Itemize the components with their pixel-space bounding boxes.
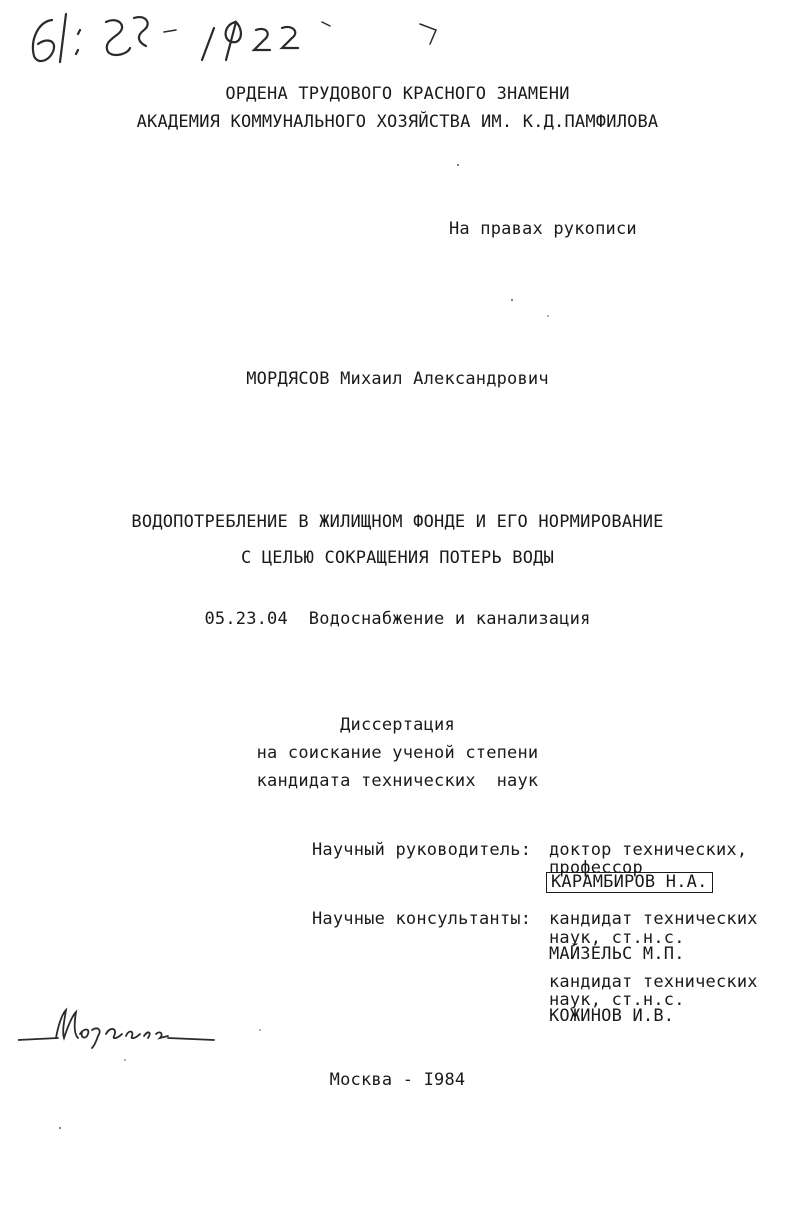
dissertation-line-1: Диссертация	[340, 715, 455, 735]
dissertation-line-2: на соискание ученой степени	[256, 743, 539, 763]
consultant-1-name: МАЙЗЕЛЬС М.П.	[549, 944, 685, 964]
consultant-2-degree-1: кандидат технических	[549, 972, 758, 992]
organization-line-2: АКАДЕМИЯ КОММУНАЛЬНОГО ХОЗЯЙСТВА ИМ. К.Д.ПАМФИЛОВА	[136, 112, 659, 132]
consultant-2-degree-2: наук, ст.н.с.	[549, 990, 685, 1010]
consultant-1-degree-2: наук, ст.н.с.	[549, 928, 685, 948]
supervisor-degree-1: доктор технических,	[549, 840, 748, 860]
consultants-label: Научные консультанты:	[312, 909, 532, 929]
dissertation-line-3: кандидата технических наук	[256, 771, 539, 791]
specialty: 05.23.04 Водоснабжение и канализация	[204, 609, 591, 629]
author-name: МОРДЯСОВ Михаил Александрович	[246, 369, 549, 389]
place-and-year: Москва - I984	[329, 1070, 466, 1090]
supervisor-name: КАРАМБИРОВ Н.А.	[546, 872, 713, 893]
consultant-2-name: КОЖИНОВ И.В.	[549, 1006, 675, 1026]
supervisor-label: Научный руководитель:	[312, 840, 532, 860]
thesis-title-line-2: С ЦЕЛЬЮ СОКРАЩЕНИЯ ПОТЕРЬ ВОДЫ	[240, 548, 555, 568]
rights-notice: На правах рукописи	[449, 219, 637, 239]
organization-line-1: ОРДЕНА ТРУДОВОГО КРАСНОГО ЗНАМЕНИ	[225, 84, 570, 104]
thesis-title-line-1: ВОДОПОТРЕБЛЕНИЕ В ЖИЛИЩНОМ ФОНДЕ И ЕГО НОРМИРОВАНИЕ	[131, 512, 664, 532]
supervisor-degree-2: профессор	[549, 858, 643, 878]
consultant-1-degree-1: кандидат технических	[549, 909, 758, 929]
